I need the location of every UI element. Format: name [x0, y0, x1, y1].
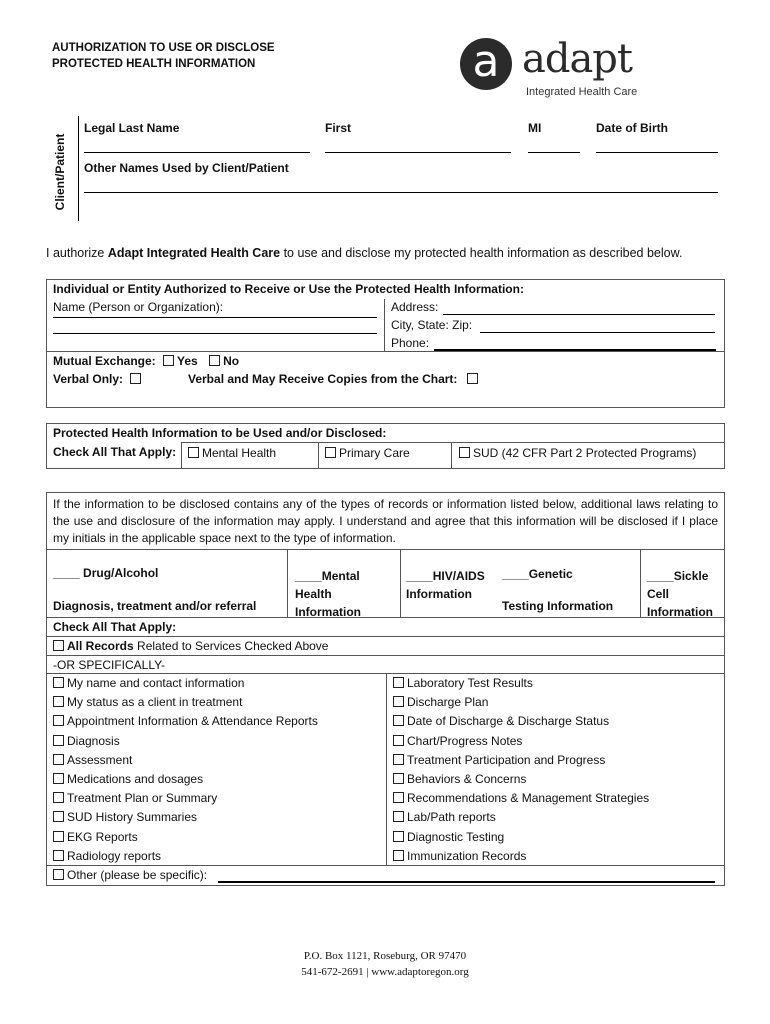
genetic-line2: Testing Information — [502, 599, 614, 613]
phi-option-mental-health[interactable] — [188, 446, 276, 460]
record-checkbox[interactable] — [393, 850, 404, 861]
mental-health-label: Mental Health — [202, 446, 277, 460]
record-checkbox[interactable] — [393, 715, 404, 726]
genetic-line1: ____Genetic — [502, 567, 573, 581]
record-option[interactable] — [393, 830, 504, 844]
sud-checkbox[interactable] — [459, 447, 470, 458]
first-name-field[interactable] — [325, 138, 511, 153]
mutual-exchange-row — [53, 354, 239, 368]
phi-option-primary-care[interactable] — [325, 446, 410, 460]
verbal-only-checkbox[interactable] — [130, 373, 141, 384]
verbal-only-label: Verbal Only: — [53, 372, 124, 386]
footer-address: P.O. Box 1121, Roseburg, OR 97470 — [303, 950, 467, 962]
record-checkbox[interactable] — [393, 696, 404, 707]
verbal-copies-row — [188, 372, 481, 386]
intro-org: Adapt Integrated Health Care — [107, 246, 281, 260]
logo-tagline: Integrated Health Care — [526, 86, 638, 98]
address-field[interactable] — [443, 300, 715, 315]
record-option[interactable] — [53, 695, 242, 709]
drug-alcohol-label: ____ Drug/Alcohol — [53, 566, 159, 580]
adapt-logo — [460, 38, 650, 102]
record-label: Lab/Path reports — [407, 810, 496, 825]
record-option[interactable] — [53, 810, 197, 824]
last-name-label: Legal Last Name — [84, 121, 180, 135]
mental-line3: Information — [295, 605, 361, 619]
mental-health-checkbox[interactable] — [188, 447, 199, 458]
other-checkbox[interactable] — [53, 869, 64, 880]
all-records-checkbox[interactable] — [53, 640, 64, 651]
special-records-paragraph: If the information to be disclosed contains any of the types of records or information listed below, additional laws relating to the use and disclosure of the information may apply. I understand and agree that this information will be disclosed if I place my initials in the applicable space next to the type of information. — [53, 497, 718, 545]
footer-contact: 541-672-2691 | www.adaptoregon.org — [301, 966, 469, 978]
mutual-yes-label: Yes — [177, 354, 198, 368]
record-option[interactable] — [393, 676, 533, 690]
record-checkbox[interactable] — [393, 811, 404, 822]
record-label: Discharge Plan — [407, 695, 489, 710]
phi-col-divider-2 — [318, 442, 319, 468]
verbal-only-row — [53, 372, 144, 386]
hiv-aids-initials — [406, 567, 485, 603]
side-label-text: Client/Patient — [53, 133, 67, 211]
sickle-line2: Cell — [647, 587, 670, 601]
record-checkbox[interactable] — [53, 811, 64, 822]
record-option[interactable] — [393, 810, 496, 824]
record-option[interactable] — [53, 734, 120, 748]
record-option[interactable] — [53, 772, 203, 786]
record-label: Assessment — [67, 752, 133, 767]
record-checkbox[interactable] — [53, 696, 64, 707]
record-checkbox[interactable] — [53, 715, 64, 726]
address-label: Address: — [391, 300, 439, 314]
mi-field[interactable] — [528, 138, 580, 153]
special-col-divider-2 — [400, 549, 401, 617]
recipient-heading: Individual or Entity Authorized to Receive or Use the Protected Health Information: — [53, 282, 524, 296]
dob-label: Date of Birth — [596, 121, 668, 135]
client-patient-side-label — [40, 120, 80, 224]
record-label: Diagnostic Testing — [407, 829, 505, 844]
phi-check-label: Check All That Apply: — [53, 445, 177, 459]
logo-word: adapt — [522, 36, 632, 82]
hiv-line2: Information — [406, 587, 472, 601]
record-label: SUD History Summaries — [67, 810, 198, 825]
record-option[interactable] — [53, 849, 161, 863]
record-option[interactable] — [393, 695, 488, 709]
record-checkbox[interactable] — [53, 850, 64, 861]
first-name-label: First — [325, 121, 352, 135]
phi-col-divider-3 — [451, 442, 452, 468]
verbal-copies-label: Verbal and May Receive Copies from the Chart: — [188, 372, 458, 386]
record-option[interactable] — [53, 830, 138, 844]
dob-field[interactable] — [596, 138, 718, 153]
phi-heading: Protected Health Information to be Used and/or Disclosed: — [53, 426, 387, 440]
record-checkbox[interactable] — [53, 792, 64, 803]
intro-prefix: I authorize — [46, 246, 108, 260]
record-label: My name and contact information — [67, 676, 245, 690]
form-title-line1: AUTHORIZATION TO USE OR DISCLOSE — [52, 42, 275, 54]
record-label: Diagnosis — [67, 733, 120, 748]
record-option[interactable] — [393, 849, 526, 863]
mutual-no-checkbox[interactable] — [209, 355, 220, 366]
special-divider-check — [46, 617, 725, 618]
primary-care-label: Primary Care — [339, 446, 410, 460]
hiv-line1: ____HIV/AIDS — [406, 569, 485, 583]
or-specifically-label: -OR SPECIFICALLY- — [53, 658, 166, 672]
records-divider-2 — [46, 655, 725, 656]
recipient-name-label: Name (Person or Organization): — [53, 300, 224, 314]
special-col-divider-3 — [640, 549, 641, 617]
mental-line1: ____Mental — [295, 569, 360, 583]
mental-health-initials — [295, 567, 361, 621]
record-checkbox[interactable] — [53, 735, 64, 746]
record-checkbox[interactable] — [53, 754, 64, 765]
city-state-zip-field[interactable] — [480, 318, 715, 333]
all-records-option[interactable] — [53, 639, 328, 653]
recipient-row-divider — [46, 351, 725, 352]
record-checkbox[interactable] — [53, 677, 64, 688]
phi-top-divider-b — [451, 442, 724, 443]
record-label: Behaviors & Concerns — [407, 772, 527, 786]
recipient-divider — [384, 299, 385, 351]
record-checkbox[interactable] — [393, 792, 404, 803]
special-divider-top — [46, 549, 725, 550]
record-option[interactable] — [393, 772, 526, 786]
other-names-field[interactable] — [84, 178, 718, 193]
record-option[interactable] — [53, 714, 318, 728]
sickle-cell-initials — [647, 567, 713, 621]
other-label: Other (please be specific): — [67, 868, 208, 882]
record-label: EKG Reports — [67, 829, 138, 844]
record-label: Date of Discharge & Discharge Status — [407, 714, 610, 729]
record-checkbox[interactable] — [393, 735, 404, 746]
record-checkbox[interactable] — [393, 773, 404, 784]
last-name-field[interactable] — [84, 138, 310, 153]
verbal-copies-checkbox[interactable] — [467, 373, 478, 384]
record-checkbox[interactable] — [393, 754, 404, 765]
other-specify-field[interactable] — [218, 868, 715, 883]
record-option[interactable] — [393, 791, 649, 805]
records-col-divider — [386, 673, 387, 865]
mental-line2: Health — [295, 587, 332, 601]
records-divider-other — [46, 865, 725, 866]
record-label: My status as a client in treatment — [67, 695, 243, 710]
phone-field[interactable] — [434, 336, 716, 351]
form-title — [52, 40, 275, 72]
records-check-label: Check All That Apply: — [53, 620, 177, 634]
record-checkbox[interactable] — [53, 773, 64, 784]
mi-label: MI — [528, 121, 542, 135]
phi-top-divider-a — [181, 442, 451, 443]
record-label: Recommendations & Management Strategies — [407, 791, 650, 806]
mutual-no-label: No — [223, 354, 240, 368]
drug-alcohol-sub: Diagnosis, treatment and/or referral — [53, 599, 257, 613]
record-label: Immunization Records — [407, 848, 527, 863]
record-checkbox[interactable] — [53, 831, 64, 842]
record-checkbox[interactable] — [393, 831, 404, 842]
recipient-name-field[interactable] — [53, 315, 377, 318]
logo-mark-icon: a — [460, 38, 512, 90]
record-label: Laboratory Test Results — [407, 676, 533, 690]
form-title-line2: PROTECTED HEALTH INFORMATION — [52, 58, 256, 70]
record-option[interactable] — [393, 714, 609, 728]
record-label: Chart/Progress Notes — [407, 733, 523, 748]
phi-option-sud[interactable] — [459, 446, 696, 460]
sud-label: SUD (42 CFR Part 2 Protected Programs) — [473, 446, 697, 460]
all-records-bold: All Records — [67, 639, 134, 653]
special-col-divider-1 — [287, 549, 288, 617]
record-option[interactable] — [393, 753, 605, 767]
phi-col-divider-1 — [181, 442, 182, 468]
primary-care-checkbox[interactable] — [325, 447, 336, 458]
record-label: Treatment Participation and Progress — [407, 752, 606, 767]
mutual-exchange-label: Mutual Exchange: — [53, 354, 156, 368]
all-records-rest: Related to Services Checked Above — [133, 639, 329, 653]
other-option[interactable] — [53, 868, 207, 882]
other-names-label: Other Names Used by Client/Patient — [84, 161, 289, 175]
record-label: Appointment Information & Attendance Reports — [67, 714, 318, 729]
record-checkbox[interactable] — [393, 677, 404, 688]
city-state-zip-label: City, State: Zip: — [391, 318, 473, 332]
recipient-name-field-line2[interactable] — [53, 319, 377, 334]
record-option[interactable] — [53, 791, 217, 805]
record-option[interactable] — [53, 676, 244, 690]
phone-label: Phone: — [391, 336, 430, 350]
mutual-yes-checkbox[interactable] — [163, 355, 174, 366]
record-label: Medications and dosages — [67, 772, 204, 786]
sickle-line3: Information — [647, 605, 713, 619]
sickle-line1: ____Sickle — [647, 569, 709, 583]
record-option[interactable] — [393, 734, 522, 748]
record-label: Treatment Plan or Summary — [67, 791, 218, 806]
record-option[interactable] — [53, 753, 132, 767]
intro-suffix: to use and disclose my protected health information as described below. — [280, 246, 683, 260]
authorization-statement — [46, 246, 682, 260]
records-divider-1 — [46, 636, 725, 637]
record-label: Radiology reports — [67, 848, 162, 863]
